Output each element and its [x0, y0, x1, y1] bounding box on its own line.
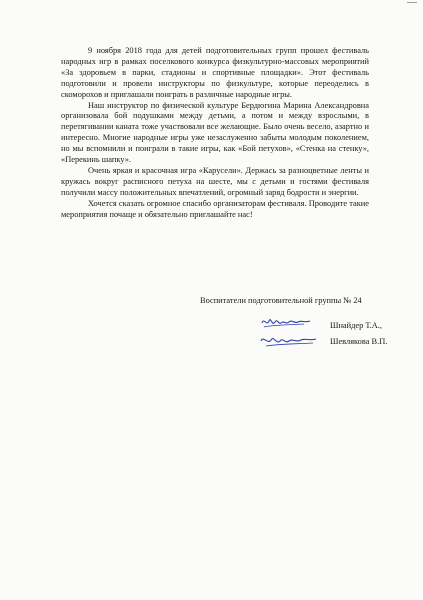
signer-name: Шнайдер Т.А.,	[330, 321, 382, 330]
corner-mark	[407, 2, 417, 9]
handwritten-signatures	[258, 313, 324, 351]
signer-name: Шевлякова В.П.	[330, 337, 388, 346]
paragraph: 9 ноября 2018 года для детей подготовительных групп прошел фестиваль народных игр в рамках поселкового конкурса физкультурно-массовых мероприятий «За здоровьем в парки, стадионы и спортивные площадки». Этот фестиваль подготовили и провели инструкторы по физкультуре, которые переоделись в скоморохов и приглашали поиграть в различные народные игры.	[61, 46, 369, 99]
signer-names	[330, 318, 387, 350]
paragraph: Наш инструктор по физической культуре Бердюгина Марина Александровна организовала бой подушками между детьми, а потом и между взрослыми, в перетягивании каната тоже участвовали все желающие. Было очень весело, азартно и интересно. Многие народные игры уже незаслуженно забыты молодым поколением, но мы вспомнили и поиграли в такие игры, как «Бой петухов», «Стенка на стенку», «Перекинь шапку».	[61, 100, 369, 165]
paragraph: Очень яркая и красочная игра «Карусели». Держась за разноцветные ленты и кружась вокруг расписного петуха на шесте, мы с детьми и гостями фестиваля получили массу положительных впечатлений, огромный заряд бодрости и энергии.	[61, 165, 369, 197]
letter-body	[61, 46, 369, 221]
signoff-line: Воспитатели подготовительной группы № 24	[200, 296, 362, 305]
paragraph: Хочется сказать огромное спасибо организаторам фестиваля. Проводите такие мероприятия почаще и обязательно приглашайте нас!	[61, 198, 369, 219]
